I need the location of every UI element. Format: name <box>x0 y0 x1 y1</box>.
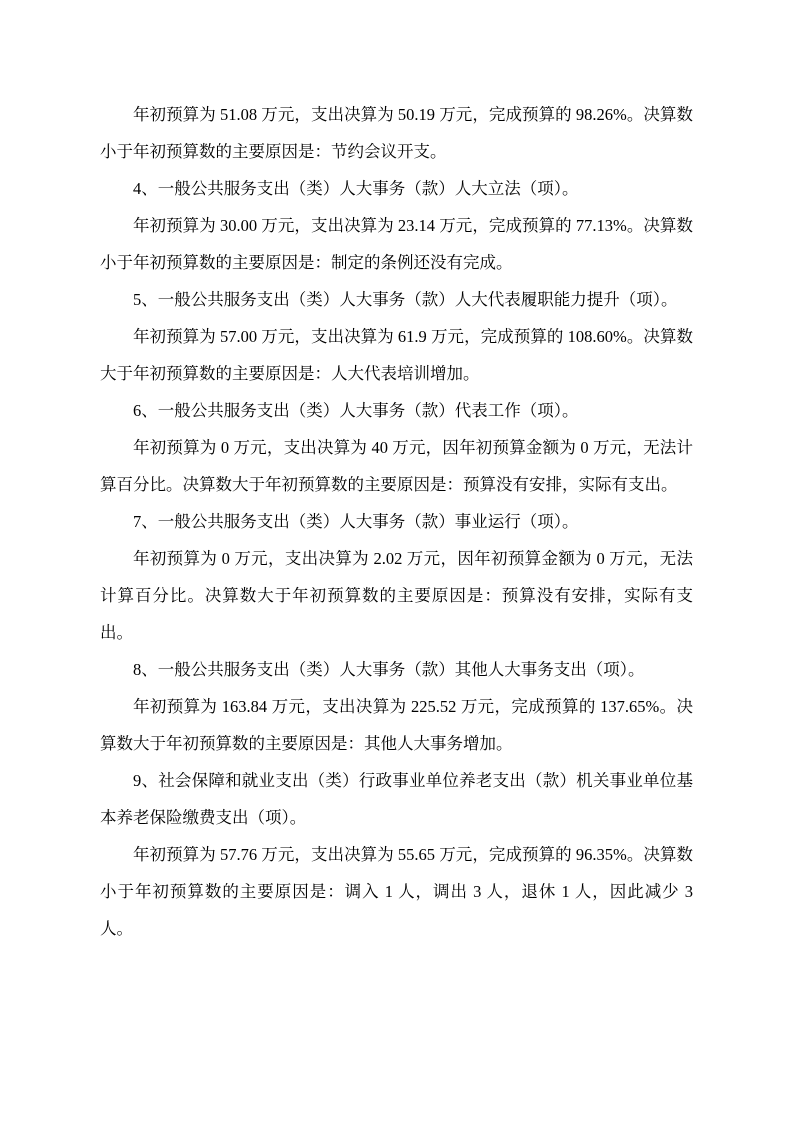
paragraph: 年初预算为 0 万元，支出决算为 2.02 万元，因年初预算金额为 0 万元，无法计算百分比。决算数大于年初预算数的主要原因是：预算没有安排，实际有支出。 <box>100 549 693 642</box>
paragraph: 9、社会保障和就业支出（类）行政事业单位养老支出（款）机关事业单位基本养老保险缴费支出（项）。 <box>100 771 693 827</box>
paragraph: 4、一般公共服务支出（类）人大事务（款）人大立法（项）。 <box>133 179 579 198</box>
paragraph: 8、一般公共服务支出（类）人大事务（款）其他人大事务支出（项）。 <box>133 660 645 679</box>
paragraph: 年初预算为 163.84 万元，支出决算为 225.52 万元，完成预算的 137.65%。决算数大于年初预算数的主要原因是：其他人大事务增加。 <box>100 697 693 753</box>
paragraph: 年初预算为 57.00 万元，支出决算为 61.9 万元，完成预算的 108.60%。决算数大于年初预算数的主要原因是：人大代表培训增加。 <box>100 327 693 383</box>
document-body <box>100 96 693 947</box>
paragraph: 6、一般公共服务支出（类）人大事务（款）代表工作（项）。 <box>133 401 579 420</box>
paragraph: 年初预算为 57.76 万元，支出决算为 55.65 万元，完成预算的 96.35%。决算数小于年初预算数的主要原因是：调入 1 人，调出 3 人，退休 1 人，因此减少 3 人。 <box>100 845 693 938</box>
paragraph: 7、一般公共服务支出（类）人大事务（款）事业运行（项）。 <box>133 512 579 531</box>
paragraph: 年初预算为 30.00 万元，支出决算为 23.14 万元，完成预算的 77.13%。决算数小于年初预算数的主要原因是：制定的条例还没有完成。 <box>100 216 693 272</box>
paragraph: 年初预算为 0 万元，支出决算为 40 万元，因年初预算金额为 0 万元，无法计算百分比。决算数大于年初预算数的主要原因是：预算没有安排，实际有支出。 <box>100 438 693 494</box>
paragraph: 年初预算为 51.08 万元，支出决算为 50.19 万元，完成预算的 98.26%。决算数小于年初预算数的主要原因是：节约会议开支。 <box>100 105 693 161</box>
paragraph: 5、一般公共服务支出（类）人大事务（款）人大代表履职能力提升（项）。 <box>133 290 678 309</box>
